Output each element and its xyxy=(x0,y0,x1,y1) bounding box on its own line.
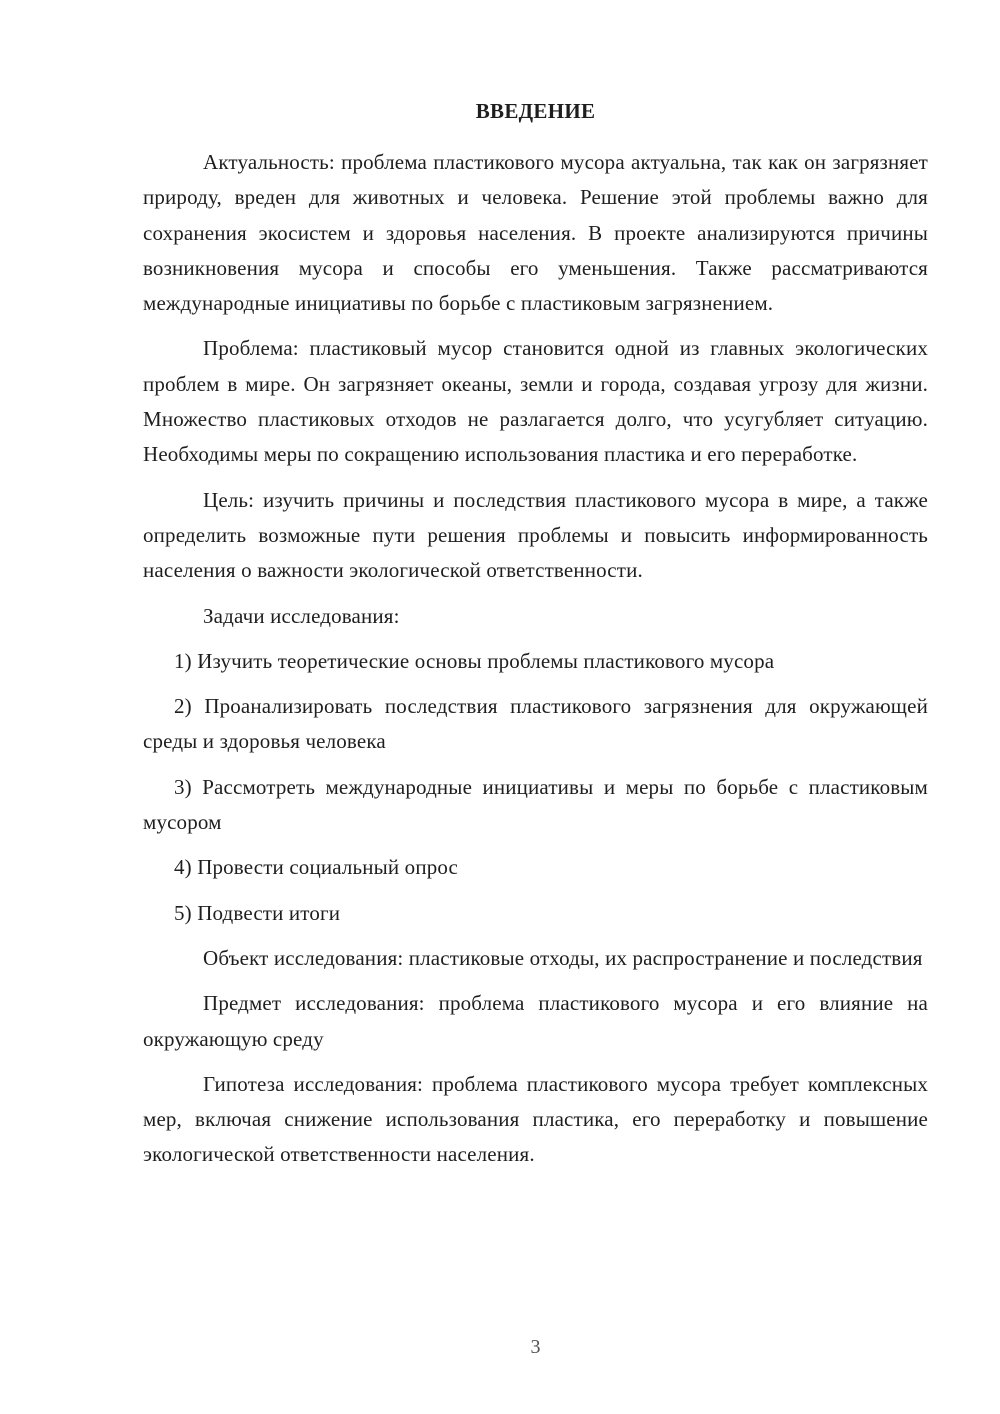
paragraph-hypothesis: Гипотеза исследования: проблема пластикового мусора требует комплексных мер, включая снижение использования пластика, его переработку и повышение экологической ответственности населения. xyxy=(143,1071,928,1167)
paragraph-problem: Проблема: пластиковый мусор становится одной из главных экологических проблем в мире. Он загрязняет океаны, земли и города, создавая угрозу для жизни. Множество пластиковых отходов не разлагается долго, что усугубляет ситуацию. Необходимы меры по сокращению использования пластика и его переработке. xyxy=(143,336,928,467)
list-item-task-3: 3) Рассмотреть международные инициативы и меры по борьбе с пластиковым мусором xyxy=(143,774,928,835)
list-item-task-1: 1) Изучить теоретические основы проблемы пластикового мусора xyxy=(174,648,775,673)
document-body xyxy=(143,145,928,1183)
paragraph-tasks-heading: Задачи исследования: xyxy=(203,603,400,628)
paragraph-relevance: Актуальность: проблема пластикового мусора актуальна, так как он загрязняет природу, вреден для животных и человека. Решение этой проблемы важно для сохранения экосистем и здоровья населения. В проекте анализируются причины возникновения мусора и способы его уменьшения. Также рассматриваются международные инициативы по борьбе с пластиковым загрязнением. xyxy=(143,150,928,316)
document-page xyxy=(143,0,928,1414)
paragraph-subject: Предмет исследования: проблема пластикового мусора и его влияние на окружающую среду xyxy=(143,991,928,1051)
list-item-task-4: 4) Провести социальный опрос xyxy=(174,855,459,880)
list-item-task-5: 5) Подвести итоги xyxy=(174,900,341,925)
page-title: ВВЕДЕНИЕ xyxy=(475,99,596,123)
paragraph-object: Объект исследования: пластиковые отходы, их распространение и последствия xyxy=(203,945,923,970)
list-item-task-2: 2) Проанализировать последствия пластикового загрязнения для окружающей среды и здоровья человека xyxy=(143,694,928,754)
paragraph-goal: Цель: изучить причины и последствия пластикового мусора в мире, а также определить возможные пути решения проблемы и повысить информированность населения о важности экологической ответственности. xyxy=(143,487,928,583)
page-number: 3 xyxy=(530,1336,541,1358)
